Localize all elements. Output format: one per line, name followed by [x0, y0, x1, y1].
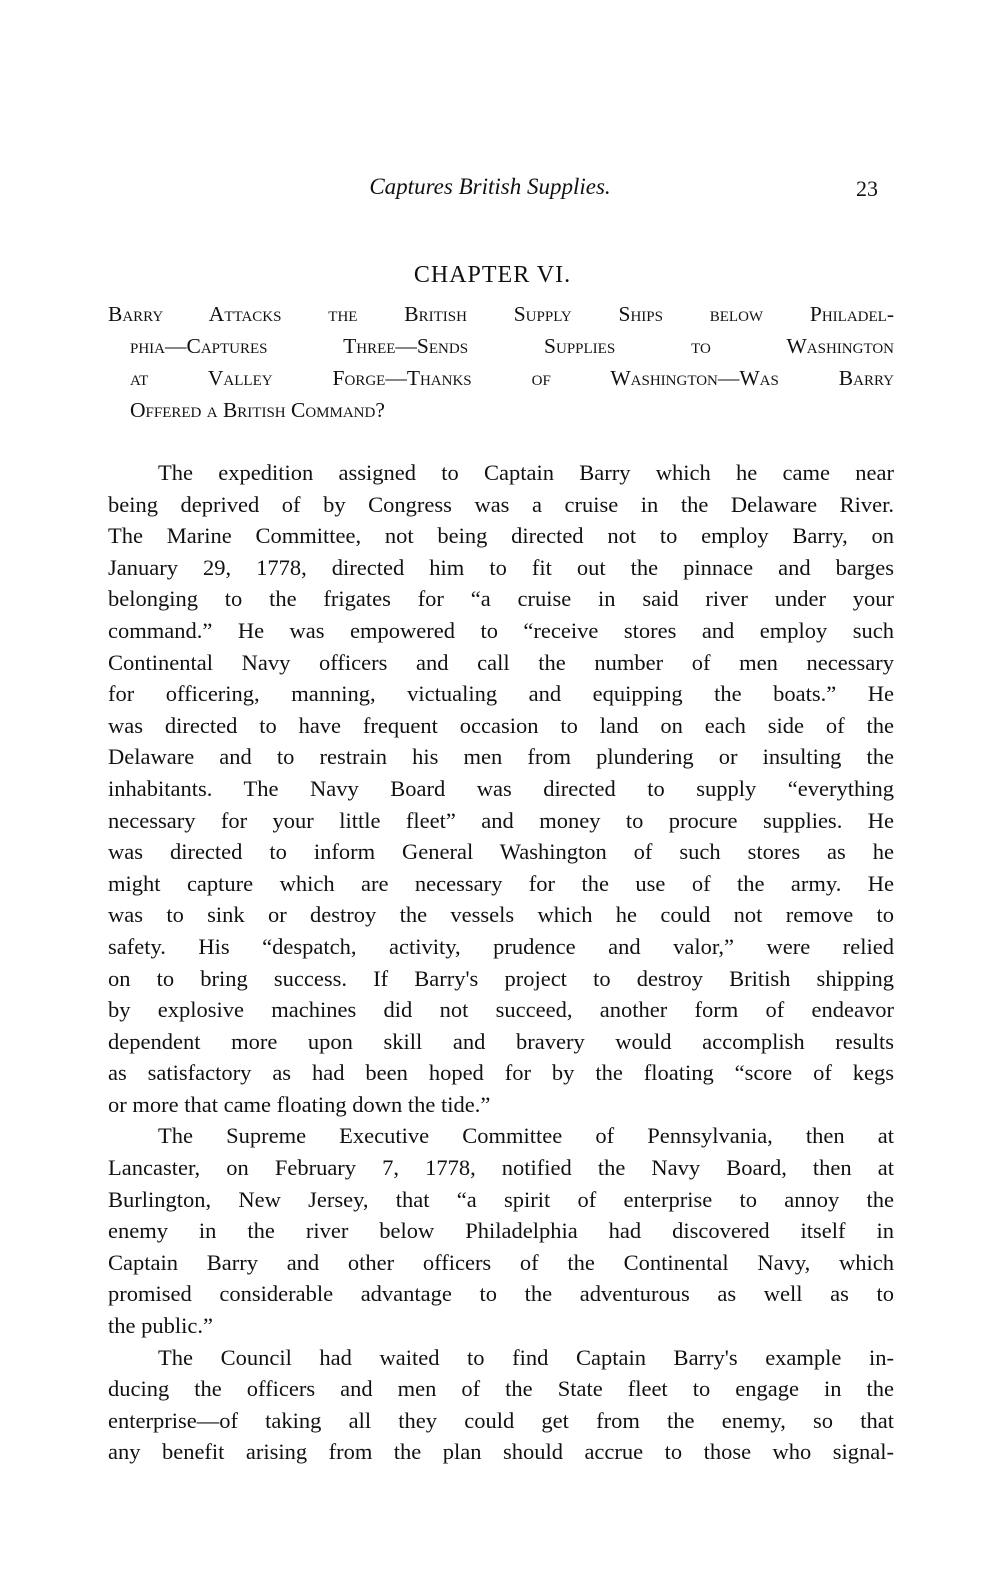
text-line: the public.”	[108, 1313, 213, 1339]
text-line: The Supreme Executive Committee of Pennsylvania, then at	[158, 1123, 894, 1149]
paragraph	[108, 1342, 894, 1468]
paragraph	[108, 1120, 894, 1341]
text-line: ducing the officers and men of the State fleet to engage in the	[108, 1376, 894, 1402]
text-line: dependent more upon skill and bravery would accomplish results	[108, 1028, 894, 1054]
chapter-heading: CHAPTER VI.	[413, 262, 572, 288]
summary-line: Barry Attacks the British Supply Ships below Philadel-	[108, 302, 894, 326]
text-line: promised considerable advantage to the adventurous as well as to	[108, 1281, 894, 1307]
text-line: might capture which are necessary for the use of the army. He	[108, 870, 894, 896]
text-line: necessary for your little fleet” and money to procure supplies. He	[108, 807, 894, 833]
text-line: inhabitants. The Navy Board was directed to supply “everything	[108, 775, 894, 801]
text-line: enterprise—of taking all they could get from the enemy, so that	[108, 1407, 894, 1433]
summary-line: Offered a British Command?	[130, 398, 385, 422]
text-line: was directed to have frequent occasion to land on each side of the	[108, 712, 894, 738]
text-line: belonging to the frigates for “a cruise in said river under your	[108, 586, 894, 612]
text-line: by explosive machines did not succeed, another form of endeavor	[108, 997, 894, 1023]
chapter-summary	[108, 298, 894, 426]
text-line: for officering, manning, victualing and equipping the boats.” He	[108, 681, 894, 707]
text-line: was to sink or destroy the vessels which he could not remove to	[108, 902, 894, 928]
text-line: being deprived of by Congress was a cruise in the Delaware River.	[108, 491, 894, 517]
text-line: was directed to inform General Washington of such stores as he	[108, 839, 894, 865]
body-text	[108, 457, 894, 1468]
text-line: Delaware and to restrain his men from plundering or insulting the	[108, 744, 894, 770]
text-line: Captain Barry and other officers of the Continental Navy, which	[108, 1249, 894, 1275]
text-line: Continental Navy officers and call the number of men necessary	[108, 649, 894, 675]
summary-line: at Valley Forge—Thanks of Washington—Was Barry	[130, 366, 894, 390]
text-line: The expedition assigned to Captain Barry which he came near	[158, 460, 894, 485]
text-line: safety. His “despatch, activity, prudence and valor,” were relied	[108, 933, 894, 959]
paragraph	[108, 457, 894, 1120]
page-number: 23	[856, 176, 878, 201]
running-head	[0, 170, 1000, 204]
running-head-title: Captures British Supplies.	[369, 174, 611, 199]
text-line: The Marine Committee, not being directed not to employ Barry, on	[108, 523, 894, 549]
summary-line: phia—Captures Three—Sends Supplies to Washington	[130, 334, 894, 358]
text-line: command.” He was empowered to “receive stores and employ such	[108, 617, 894, 643]
text-line: Burlington, New Jersey, that “a spirit of enterprise to annoy the	[108, 1186, 894, 1212]
text-line: enemy in the river below Philadelphia had discovered itself in	[108, 1218, 894, 1244]
text-line: Lancaster, on February 7, 1778, notified the Navy Board, then at	[108, 1155, 894, 1181]
text-line: January 29, 1778, directed him to fit out the pinnace and barges	[108, 554, 894, 580]
text-line: any benefit arising from the plan should accrue to those who signal-	[108, 1439, 894, 1465]
text-line: as satisfactory as had been hoped for by the floating “score of kegs	[108, 1060, 894, 1086]
text-line: The Council had waited to find Captain Barry's example in-	[158, 1344, 894, 1370]
text-line: or more that came floating down the tide.”	[108, 1091, 491, 1117]
text-line: on to bring success. If Barry's project to destroy British shipping	[108, 965, 894, 991]
